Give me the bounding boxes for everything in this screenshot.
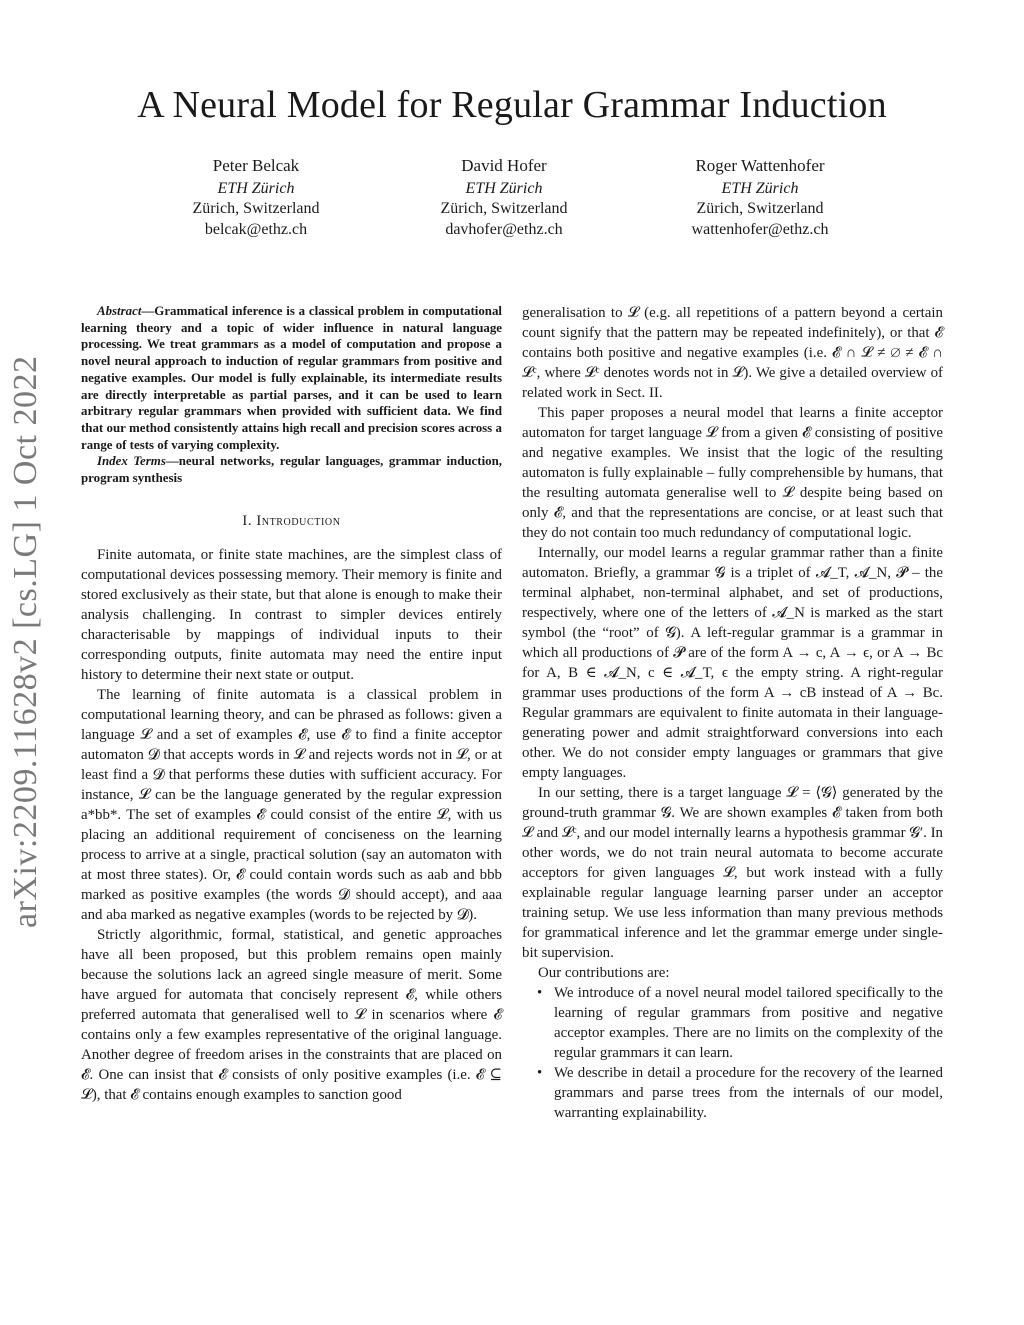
- paragraph: Internally, our model learns a regular grammar rather than a finite automaton. Briefly, a grammar 𝓖 is a triplet of 𝓐_T, 𝓐_N, 𝓟 – the terminal alphabet, non-terminal alphabet, and set of productions, respectively, where one of the letters of 𝓐_N is marked as the start symbol (the “root” of 𝓖). A left-regular grammar is a grammar in which all productions of 𝓟 are of the form A → c, A → ϵ, or A → Bc for A, B ∈ 𝓐_N, c ∈ 𝓐_T, ϵ the empty string. A right-regular grammar uses productions of the form A → cB instead of A → Bc. Regular grammars are equivalent to finite automata in their language-generating power and admit straightforward conversions into each other. We do not consider empty languages or grammars that give empty languages.: [522, 545, 943, 781]
- index-terms-text: neural networks, regular languages, grammar induction, program synthesis: [81, 454, 502, 486]
- bullet-icon: •: [537, 1065, 543, 1081]
- abstract-text: Grammatical inference is a classical problem in computational learning theory and a topic of wider influence in natural language processing. We treat grammars as a model of computation and propose a novel neural approach to induction of regular grammars from positive and negative examples. Our model is fully explainable, its intermediate results are directly interpretable as partial parses, and it can be used to learn arbitrary regular grammars when provided with sufficient data. We find that our method consistently attains high recall and precision scores across a range of tests of varying complexity.: [81, 304, 502, 452]
- author-affiliation: ETH Zürich: [217, 179, 295, 197]
- author-affiliation: ETH Zürich: [721, 179, 799, 197]
- author-location: Zürich, Switzerland: [192, 200, 320, 217]
- left-column: [81, 303, 502, 1105]
- paragraph: This paper proposes a neural model that learns a finite acceptor automaton for target language 𝓛 from a given 𝓔 consisting of positive and negative examples. We insist that the logic of the resulting automaton is fully explainable – fully comprehensible by humans, that the resulting automata generalise well to 𝓛 despite being based on only 𝓔, and that the representations are concise, or at least such that they do not contain too much redundancy of computational logic.: [522, 405, 943, 541]
- author-block: [640, 156, 880, 240]
- abstract-label: Abstract: [97, 304, 142, 318]
- section-number: I.: [242, 512, 253, 529]
- paragraph: Finite automata, or finite state machines, are the simplest class of computational devices possessing memory. Their memory is finite and stored exclusively as their state, but that alone is enough to make their analysis challenging. In contrast to simpler devices entirely characterisable by mappings of individual inputs to their corresponding outputs, finite automata may need the entire input history to determine their next state or output.: [81, 546, 502, 683]
- paper-title: A Neural Model for Regular Grammar Induction: [137, 84, 887, 126]
- author-name: Roger Wattenhofer: [695, 156, 825, 175]
- index-terms: Index Terms—neural networks, regular languages, grammar induction, program synthesis: [81, 454, 502, 486]
- list-item-text: We introduce of a novel neural model tailored specifically to the learning of regular grammars from positive and negative acceptor examples. There are no limits on the complexity of the regular grammars it can learn.: [554, 985, 943, 1061]
- arxiv-identifier[interactable]: arXiv:2209.11628v2 [cs.LG] 1 Oct 2022: [7, 355, 44, 928]
- paragraph: Strictly algorithmic, formal, statistical, and genetic approaches have all been proposed, but this problem remains open mainly because the solutions lack an agreed single measure of merit. Some have argued for automata that concisely represent 𝓔, while others preferred automata that generalised well to 𝓛 in scenarios where 𝓔 contains only a few examples representative of the original language. Another degree of freedom arises in the constraints that are placed on 𝓔. One can insist that 𝓔 consists of only positive examples (i.e. 𝓔 ⊆ 𝓛), that 𝓔 contains enough examples to sanction good: [81, 926, 502, 1103]
- section-heading: [81, 511, 502, 531]
- paragraph: generalisation to 𝓛 (e.g. all repetitions of a pattern beyond a certain count signify that the pattern may be repeated indefinitely), or that 𝓔 contains both positive and negative examples (i.e. 𝓔 ∩ 𝓛 ≠ ∅ ≠ 𝓔 ∩ 𝓛ᶜ, where 𝓛ᶜ denotes words not in 𝓛). We give a detailed overview of related work in Sect. II.: [522, 305, 943, 401]
- author-email[interactable]: belcak@ethz.ch: [204, 220, 308, 238]
- author-affiliation: ETH Zürich: [465, 179, 543, 197]
- list-item-text: We describe in detail a procedure for the recovery of the learned grammars and parse trees from the internals of our model, warranting explainability.: [554, 1065, 943, 1121]
- contributions-list: [522, 983, 943, 1123]
- list-item: [537, 983, 943, 1063]
- paragraph: Our contributions are:: [538, 965, 670, 981]
- abstract: Abstract—Grammatical inference is a classical problem in computational learning theory and a topic of wider influence in natural language processing. We treat grammars as a model of computation and propose a novel neural approach to induction of regular grammars from positive and negative examples. Our model is fully explainable, its intermediate results are directly interpretable as partial parses, and it can be used to learn arbitrary regular grammars when provided with sufficient data. We find that our method consistently attains high recall and precision scores across a range of tests of varying complexity.: [81, 304, 502, 452]
- section-title: Introduction: [256, 512, 341, 529]
- author-name: Peter Belcak: [212, 156, 300, 175]
- paragraph: The learning of finite automata is a classical problem in computational learning theory, and can be phrased as follows: given a language 𝓛 and a set of examples 𝓔, use 𝓔 to find a finite acceptor automaton 𝓓 that accepts words in 𝓛 and rejects words not in 𝓛, or at least find a 𝓓 that performs these duties with sufficient accuracy. For instance, 𝓛 can be the language generated by the regular expression a*bb*. The set of examples 𝓔 could consist of the entire 𝓛, with us placing an additional requirement of conciseness on the learning process to arrive at a single, practical solution (say an automaton with at most three states). Or, 𝓔 could contain words such as aab and bbb marked as positive examples (the words 𝓓 should accept), and aaa and aba marked as negative examples (words to be rejected by 𝓓).: [81, 686, 502, 923]
- bullet-icon: •: [537, 985, 543, 1001]
- list-item: [537, 1063, 943, 1123]
- author-email[interactable]: davhofer@ethz.ch: [445, 220, 563, 238]
- author-location: Zürich, Switzerland: [440, 200, 568, 217]
- paragraph: In our setting, there is a target language 𝓛 = ⟨𝓖⟩ generated by the ground-truth grammar 𝓖. We are shown examples 𝓔 taken from both 𝓛 and 𝓛ᶜ, and our model internally learns a hypothesis grammar 𝓖′. In other words, we do not train neural automata to become accurate acceptors for given languages 𝓛, but work instead with a fully explainable regular language learning parser under an acceptor training setup. We use less information than many previous methods for grammatical inference and let the grammar emerge under single-bit supervision.: [522, 785, 943, 961]
- author-location: Zürich, Switzerland: [696, 200, 824, 217]
- author-block: [384, 156, 624, 240]
- author-email[interactable]: wattenhofer@ethz.ch: [691, 220, 829, 238]
- right-column: [522, 303, 943, 1123]
- author-block: [136, 156, 376, 240]
- index-terms-label: Index Terms: [97, 454, 166, 469]
- author-name: David Hofer: [461, 156, 547, 175]
